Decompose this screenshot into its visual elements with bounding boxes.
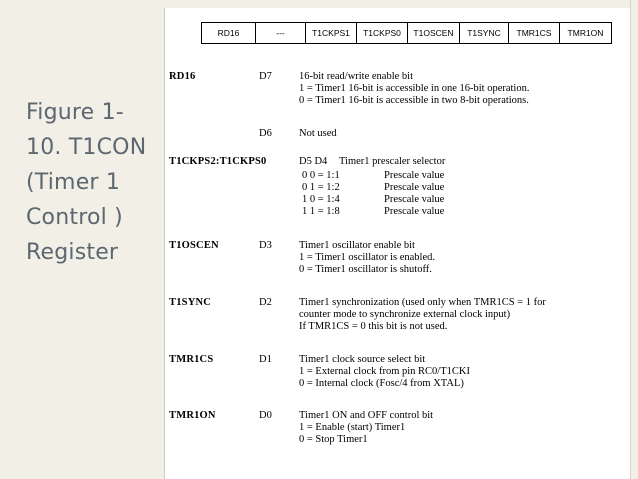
desc-line: 0 = Stop Timer1 [299, 434, 368, 445]
reg-name: T1CKPS2:T1CKPS0 [169, 156, 267, 167]
bit-cell-tmr1cs: TMR1CS [509, 23, 560, 43]
register-bit-bar [201, 22, 612, 44]
desc-line: 1 = Timer1 oscillator is enabled. [299, 252, 435, 263]
bit-cell-tmr1on: TMR1ON [567, 28, 604, 38]
slide-edge-divider [630, 0, 631, 479]
reg-name: T1OSCEN [169, 240, 219, 251]
bit-cell-t1ckps0: T1CKPS0 [357, 23, 408, 43]
reg-heading: Timer1 prescaler selector [339, 156, 446, 167]
bit-cell-t1sync: T1SYNC [460, 23, 509, 43]
desc-line: 1 = Timer1 16-bit is accessible in one 16-bit operation. [299, 83, 530, 94]
reg-name: TMR1CS [169, 354, 214, 365]
reg-bit: D0 [259, 410, 272, 421]
desc-line: Not used [299, 128, 337, 139]
desc-line: 0 = Timer1 16-bit is accessible in two 8-bit operations. [299, 95, 529, 106]
reg-bit: D5 D4 [299, 156, 328, 167]
reg-bit: D2 [259, 297, 272, 308]
desc-line: 0 = Timer1 oscillator is shutoff. [299, 264, 432, 275]
bit-cell-t1oscen: T1OSCEN [408, 23, 460, 43]
bit-cell-t1ckps1: T1CKPS1 [306, 23, 357, 43]
reg-description [299, 297, 546, 333]
desc-line: Timer1 synchronization (used only when TMR1CS = 1 for [299, 297, 546, 308]
bit-cell-unused: --- [256, 23, 306, 43]
desc-line: 0 = Internal clock (Fosc/4 from XTAL) [299, 378, 464, 389]
reg-bit: D7 [259, 71, 272, 82]
desc-line: 16-bit read/write enable bit [299, 71, 413, 82]
reg-name: TMR1ON [169, 410, 216, 421]
reg-bit: D6 [259, 128, 272, 139]
register-figure: RD16 --- T1CKPS1 T1CKPS0 T1OSCEN T1SYNC TMR1CS TMR1ON RD16 D7 16-bit read/write enable bit 1 = Timer1 16-bit is accessible in one 16-bit operation. 0 = Timer1 16-bit is accessible in two 8-bit operations. D6 Not used T1CKPS2:T1CKPS0 D5 D4 Timer1 prescaler selector 0 0 = 1:1 Prescale value 0 1 = 1:2 Prescale value 1 0 = 1:4 Prescale value 1 1 = 1:8 Prescale value T1OSCEN D3 Timer1 oscillator enable bit 1 = Timer1 oscillator is enabled. 0 = Timer1 oscillator is shutoff. T1SYNC D2 Timer1 synchronization (used only when TMR1CS = 1 for counter mode to synchronize external clock input) If TMR1CS = 0 this bit is not used. TMR1CS D1 Timer1 clock source select bit 1 = External clock from pin RC0/T1CKI 0 = Internal clock (Fosc/4 from XTAL) TMR1ON D0 Timer1 ON and OFF control bit 1 = Enable (start) Timer1 0 = Stop Timer1 [164, 8, 631, 479]
bit-cell-rd16: RD16 [202, 23, 256, 43]
reg-bit: D1 [259, 354, 272, 365]
desc-line: counter mode to synchronize external clock input) [299, 309, 511, 320]
slide-title: Figure 1-10. T1CON (Timer 1 Control ) Register [26, 100, 147, 265]
reg-name: T1SYNC [169, 297, 212, 308]
reg-description [299, 128, 337, 140]
reg-description [299, 240, 435, 276]
desc-line: Timer1 oscillator enable bit [299, 240, 415, 251]
desc-line: 1 = Enable (start) Timer1 [299, 422, 406, 433]
desc-line: Timer1 ON and OFF control bit [299, 410, 434, 421]
reg-description [299, 410, 433, 446]
desc-line: 1 = External clock from pin RC0/T1CKI [299, 366, 470, 377]
desc-line: If TMR1CS = 0 this bit is not used. [299, 321, 448, 332]
reg-name: RD16 [169, 71, 196, 82]
reg-description [299, 71, 529, 107]
reg-bit: D3 [259, 240, 272, 251]
reg-description [299, 354, 470, 390]
desc-line: Timer1 clock source select bit [299, 354, 426, 365]
